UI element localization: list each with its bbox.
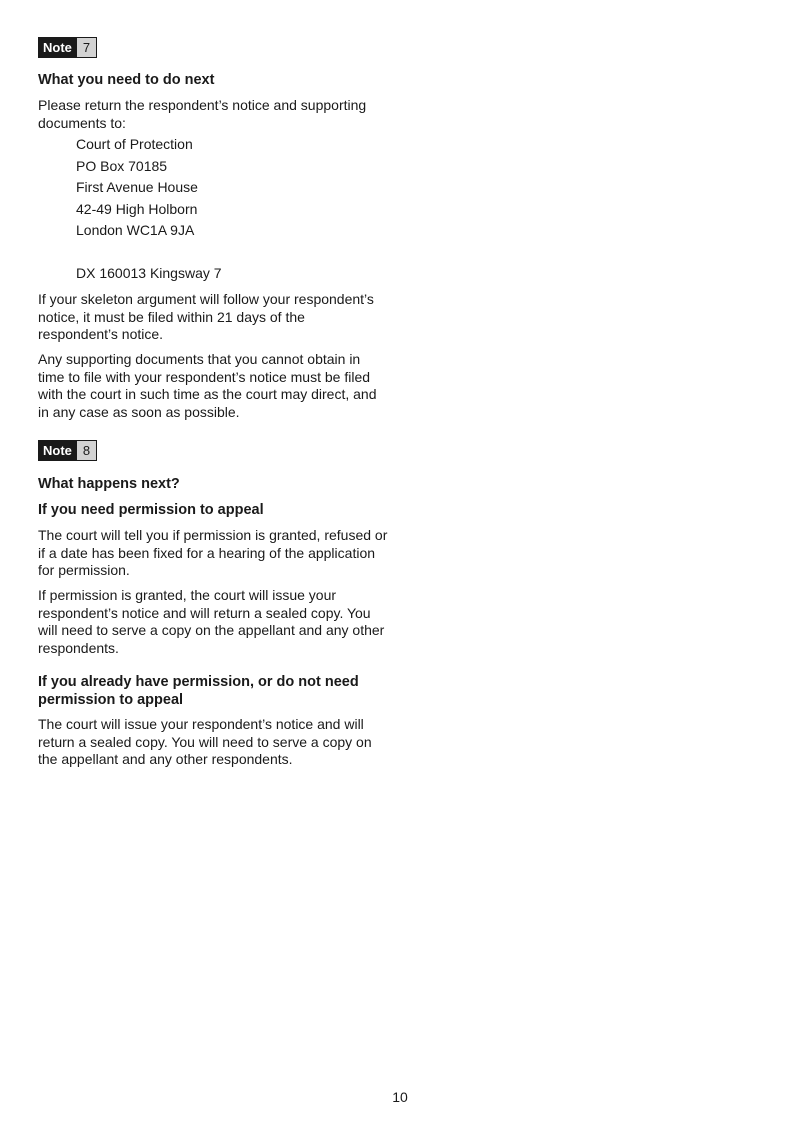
- address-line: Court of Protection: [76, 136, 193, 152]
- dx-line: DX 160013 Kingsway 7: [76, 265, 222, 281]
- already-permission-subheading: If you already have permission, or do not need permission to appeal: [38, 674, 359, 708]
- note-8-tag: [38, 440, 388, 461]
- permission-paragraph-1: The court will tell you if permission is granted, refused or if a date has been fixed for a hearing of the application for permission.: [38, 527, 388, 578]
- note-8-heading: What happens next?: [38, 476, 180, 492]
- dx-address: [38, 263, 388, 285]
- note-7-tag: [38, 37, 388, 58]
- address-line: 42-49 High Holborn: [76, 200, 198, 217]
- court-address: [38, 134, 388, 242]
- note-label: Note: [38, 37, 77, 58]
- skeleton-argument-paragraph: If your skeleton argument will follow your respondent’s notice, it must be filed within 21 days of the respondent’s notice.: [38, 291, 374, 342]
- supporting-documents-paragraph: Any supporting documents that you cannot obtain in time to file with your respondent’s notice must be filed with the court in such time as the court may direct, and in any case as soon as possible.: [38, 351, 377, 420]
- address-line: First Avenue House: [76, 179, 198, 195]
- note-number: 8: [77, 440, 97, 461]
- return-instructions: Please return the respondent’s notice and supporting documents to:: [38, 97, 367, 131]
- page-number: 10: [392, 1089, 408, 1105]
- note-7-heading: What you need to do next: [38, 72, 215, 88]
- note-number: 7: [77, 37, 97, 58]
- address-line: PO Box 70185: [76, 157, 168, 174]
- already-permission-paragraph: The court will issue your respondent’s notice and will return a sealed copy. You will need to serve a copy on the appellant and any other respondents.: [38, 716, 372, 767]
- permission-paragraph-2: If permission is granted, the court will issue your respondent’s notice and will return a sealed copy. You will need to serve a copy on the appellant and any other respondents.: [38, 587, 385, 656]
- permission-subheading: If you need permission to appeal: [38, 502, 264, 518]
- note-label: Note: [38, 440, 77, 461]
- address-line: London WC1A 9JA: [76, 222, 195, 238]
